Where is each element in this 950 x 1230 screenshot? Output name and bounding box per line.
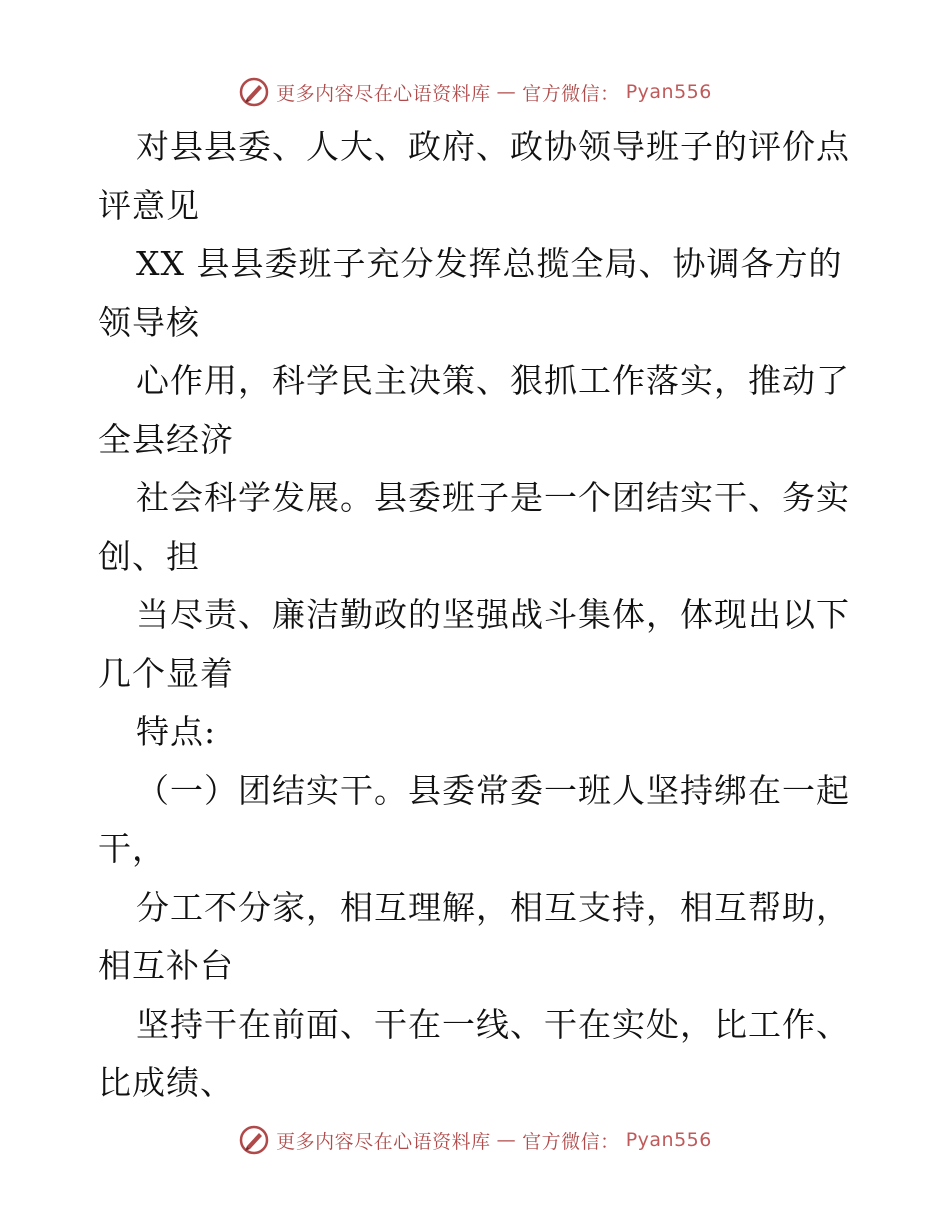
watermark-brand-text: 更多内容尽在心语资料库: [276, 1130, 491, 1153]
text-line: XX 县县委班子充分发挥总揽全局、协调各方的: [136, 244, 843, 283]
text-line: 干，: [98, 829, 166, 868]
text-line: 评意见: [98, 185, 200, 225]
watermark-separator: —: [496, 81, 517, 103]
text-line: 比成绩、: [98, 1063, 234, 1102]
text-line: 相互补台: [98, 946, 234, 985]
text-line: 社会科学发展。县委班子是一个团结实干、务实: [136, 478, 850, 517]
text-line: 几个显着: [98, 653, 234, 693]
pen-logo-icon: [238, 1124, 270, 1156]
text-line: 对县县委、人大、政府、政协领导班子的评价点: [136, 127, 850, 166]
text-line: 分工不分家，相互理解，相互支持，相互帮助，: [136, 887, 850, 927]
watermark-contact-id: Pyan556: [625, 81, 712, 103]
watermark-brand-text: 更多内容尽在心语资料库: [276, 82, 491, 105]
text-line: 心作用，科学民主决策、狠抓工作落实，推动了: [136, 361, 850, 400]
watermark-contact-id: Pyan556: [625, 1129, 712, 1151]
pen-logo-icon: [238, 76, 270, 108]
text-line: 全县经济: [98, 419, 234, 459]
text-line: 当尽责、廉洁勤政的坚强战斗集体，体现出以下: [136, 595, 850, 634]
text-line: （一）团结实干。县委常委一班人坚持绑在一起: [136, 770, 850, 810]
footer-watermark: [0, 1120, 950, 1160]
watermark-contact-label: 官方微信：: [522, 1130, 620, 1153]
text-line: 领导核: [98, 302, 200, 342]
document-body: [98, 118, 868, 1113]
text-line: 创、担: [98, 536, 200, 576]
header-watermark: [0, 72, 950, 112]
watermark-contact-label: 官方微信：: [522, 82, 620, 105]
text-line: 特点:: [136, 712, 217, 751]
text-line: 坚持干在前面、干在一线、干在实处，比工作、: [136, 1004, 850, 1044]
watermark-separator: —: [496, 1129, 517, 1151]
